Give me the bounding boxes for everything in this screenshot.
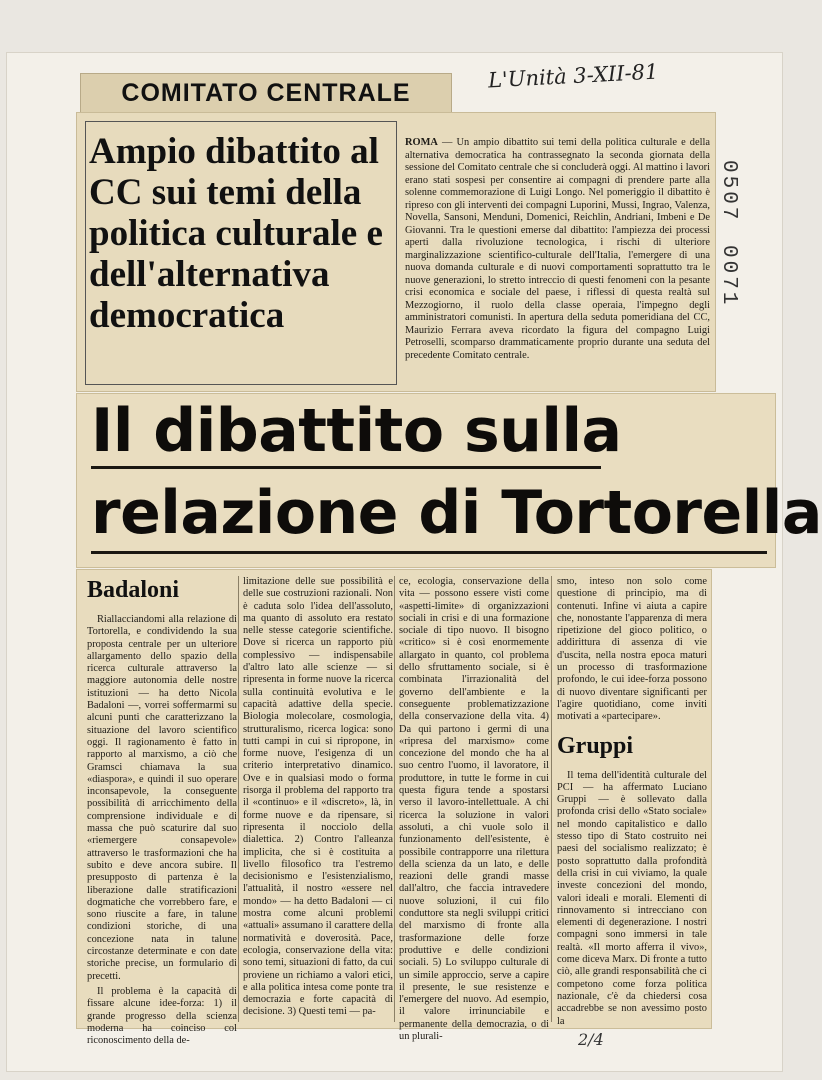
lead-dateline: ROMA (405, 137, 438, 148)
subhead-gruppi: Gruppi (557, 732, 634, 759)
page-mark: 2/4 (578, 1030, 604, 1049)
paragraph: ce, ecologia, conservazione della vita — possono essere visti come «aspetti-limite» di organizzazioni sociali in crisi e di una formazione sociale di tipo nuovo. Il bisogno «critico» si è così enormemente allargato in quanto, col problema dello sfruttamento sociale, si è combinata l'irrazionalità del governo dell'ambiente e la conseguente problematizzazione della conservazione della vita. 4) Da qui partono i germi di una «ripresa del marxismo» come concezione del mondo che ha al suo centro l'uomo, il lavoratore, il produttore, in tutte le forme in cui questa figura tende a spostarsi verso il lavoro-intellettuale. A chi ricerca la soluzione in valori assoluti, a chi vuole solo il funzionamento dell'esistente, è possibile contrapporre una rilettura della scienza da un lato, e delle reazioni delle grandi masse dall'altro, che faccia intravedere nuove soluzioni, il cui filo conduttore sta negli sviluppi critici del marxismo di fronte alla trasformazione delle forze produttive e delle condizioni sociali. 5) Lo sviluppo culturale di un simile approccio, serve a capire il presente, le sue resistenze e l'emergere del nuovo. Ad esempio, il valore irrinunciabile e permanente della democrazia, o di un plurali- (399, 576, 549, 1042)
column-divider (551, 576, 552, 1022)
column-4 (557, 576, 707, 1031)
lead-text: — Un ampio dibattito sui temi della politica culturale e della alternativa democratica ha contrassegnato la seconda giornata della sessione del Comitato centrale che si concluderà oggi. Al mattino i lavori erano stati sospesi per consentire ai compagni di prendere parte alla solenne commemorazione di Luigi Longo. Nel pomeriggio il dibattito è ripreso con gli interventi dei compagni Luporini, Mussi, Ingrao, Valenza, Novella, Sansoni, Menduni, Domenici, Reichlin, Andriani, Imbeni e De Giovanni. Tra le questioni emerse dal dibattito: l'ampiezza dei processi aperti dalla rivoluzione tecnologica, i rischi di ulteriore marginalizzazione scientifico-culturale dell'Italia, l'emergere di una nuova domanda culturale e di nuovi comportamenti soprattutto tra le nuove generazioni, lo stretto intreccio di questi fenomeni con la pesante crisi economica e sociale del paese, i riflessi di questa realtà sul Mezzogiorno, il ruolo della classe operaia, l'impegno degli amministratori comunisti. In apertura della seduta pomeridiana del CC, Maurizio Ferrara aveva ricordato la figura del compagno Luigi Petroselli, scomparso drammaticamente proprio durante una seduta del precedente Comitato centrale. (405, 137, 710, 361)
paragraph: Riallacciandomi alla relazione di Tortorella, e condividendo la sua proposta centrale per un ulteriore allargamento dello spazio della ricerca culturale attraverso la maggiore autonomia delle nostre istituzioni — ha detto Nicola Badaloni —, vorrei soffermarmi su alcuni punti che caratterizzano la situazione del lavoro scientifico oggi. Il ragionamento è fatto in rapporto al marxismo, a ciò che Gramsci chiamava la sua «diaspora», e quindi il suo operare inconsapevole, la conseguente possibilità di arricchimento della comprensione individuale e di massa che può scaturire dal suo «riemergere consapevole» attraverso le trasformazioni che ha subito e deve ancora subire. Il presupposto di partenza è la liberazione dalle stratificazioni dogmatiche che vorrebbero fare, e sono riuscite a fare, in talune condizioni storiche, di una concezione nata in talune circostanze determinate e con date storiche precise, un formulario di precetti. (87, 614, 237, 982)
section-kicker: COMITATO CENTRALE (121, 79, 411, 107)
paragraph: Il tema dell'identità culturale del PCI — ha affermato Luciano Gruppi — è sollevato dalla profonda crisi dello «Stato sociale» nel mondo capitalistico e dallo stesso tipo di Stato costruito nei paesi del socialismo realizzato; è posto soprattutto dalla profondità della crisi in cui viviamo, la quale investe concezioni del mondo, valori ideali e morali. Elementi di rinnovamento si intrecciano con elementi di degenerazione. I nostri compagni sono immersi in tale realtà. «Il morto afferra il vivo», come diceva Marx. Di fronte a tutto ciò, alle grandi responsabilità che ci competono come forza politica nazionale, c'è da chiedersi cosa accadrebbe se non avessimo posto la (557, 769, 707, 1027)
big-title-clipping (76, 393, 822, 568)
kicker-clipping (80, 73, 452, 115)
big-title-line-2: relazione di Tortorella (91, 478, 822, 548)
title-underline-2 (91, 551, 767, 554)
paragraph: limitazione delle sue possibilità e delle sue costruzioni razionali. Non è caduta solo l'idea dell'assoluto, ma quanto di assoluto era restato nelle stesse categorie scientifiche. Dove si ricerca un rapporto più complessivo — indispensabile d'altro lato alle scienze — si ripresenta in forme nuove la ricerca sulla continuità evolutiva e le capacità adattive della specie. Biologia molecolare, cosmologia, strutturalismo, ricerca logica: sono tutti campi in cui si ripropone, in forme nuove, l'esigenza di un criterio interpretativo dinamico. Ove e in qualsiasi modo o forma risorga il problema del rapporto tra il «continuo» e il «discreto», là, in forme nuove e da ripensare, si ripresenta il nocciolo della dialettica. 2) Contro l'alleanza implicita, che si è costituita a livello filosofico tra l'estremo decisionismo e l'esistenzialismo, l'attualità, il nostro «essere nel mondo» — ha detto Badaloni — ci mostra come alcuni problemi «attuali» assumano il carattere della normatività e doverosità. Pace, ecologia, conservazione della vita: sono temi, situazioni di fatto, da cui proviene un richiamo a valori etici, e alla politica intesa come ponte tra democrazia e forte capacità di decisione. 3) Questi temi — pa- (243, 576, 393, 1018)
paragraph: Il problema è la capacità di fissare alcune idee-forza: 1) il grande progresso della scienza moderna ha coinciso col riconoscimento della de- (87, 985, 237, 1047)
archive-code-1: 0507 (717, 160, 740, 223)
column-divider (238, 576, 239, 1022)
subhead-badaloni: Badaloni (87, 577, 180, 603)
column-1 (87, 576, 237, 1050)
article-headline: Ampio dibattito al CC sui temi della politica culturale e dell'alternativa democratica (89, 131, 383, 336)
headline-clipping (76, 112, 716, 392)
lead-paragraph (405, 137, 710, 362)
column-3 (399, 576, 549, 1046)
title-underline-1 (91, 466, 601, 469)
column-divider (394, 576, 395, 1022)
big-title-line-1: Il dibattito sulla (91, 396, 622, 466)
archive-code-2: 0071 (717, 245, 740, 308)
column-2 (243, 576, 393, 1022)
handwritten-date: L'Unità 3-XII-81 (487, 59, 659, 93)
paragraph: smo, inteso non solo come questione di principio, ma di contenuti. Infine vi aiuta a capire che, nonostante l'apparenza di mera ripetizione del gioco politico, o addirittura di assenza di vie d'uscita, nella nostra epoca maturi un processo di trasformazione profondo, le cui idee-forza possono di nuovo diventare significanti per l'agire quotidiano, come inviti motivati a «partecipare». (557, 576, 707, 723)
